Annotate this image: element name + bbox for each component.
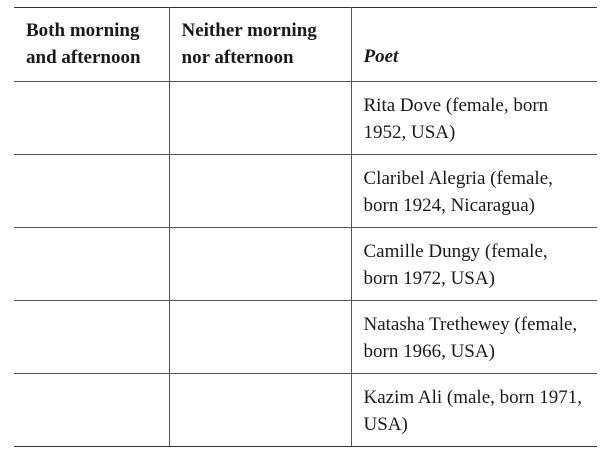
header-poet: Poet: [351, 8, 597, 82]
cell-poet: Camille Dungy (female, born 1972, USA): [351, 228, 597, 301]
poet-table-container: [14, 7, 597, 447]
table-row: [14, 374, 597, 447]
cell-poet: Natasha Trethewey (female, born 1966, USA): [351, 301, 597, 374]
header-row: [14, 8, 597, 82]
cell-neither: [169, 374, 351, 447]
header-neither-morning-afternoon: Neither morning nor afternoon: [169, 8, 351, 82]
header-both-morning-afternoon: Both morning and afternoon: [14, 8, 169, 82]
cell-poet: Rita Dove (female, born 1952, USA): [351, 82, 597, 155]
cell-both: [14, 228, 169, 301]
table-row: [14, 228, 597, 301]
cell-neither: [169, 301, 351, 374]
cell-both: [14, 301, 169, 374]
table-row: [14, 155, 597, 228]
poet-table: [14, 7, 597, 447]
table-row: [14, 82, 597, 155]
cell-both: [14, 374, 169, 447]
cell-poet: Kazim Ali (male, born 1971, USA): [351, 374, 597, 447]
cell-neither: [169, 228, 351, 301]
cell-both: [14, 155, 169, 228]
cell-poet: Claribel Alegria (female, born 1924, Nicaragua): [351, 155, 597, 228]
cell-neither: [169, 155, 351, 228]
cell-neither: [169, 82, 351, 155]
cell-both: [14, 82, 169, 155]
table-row: [14, 301, 597, 374]
